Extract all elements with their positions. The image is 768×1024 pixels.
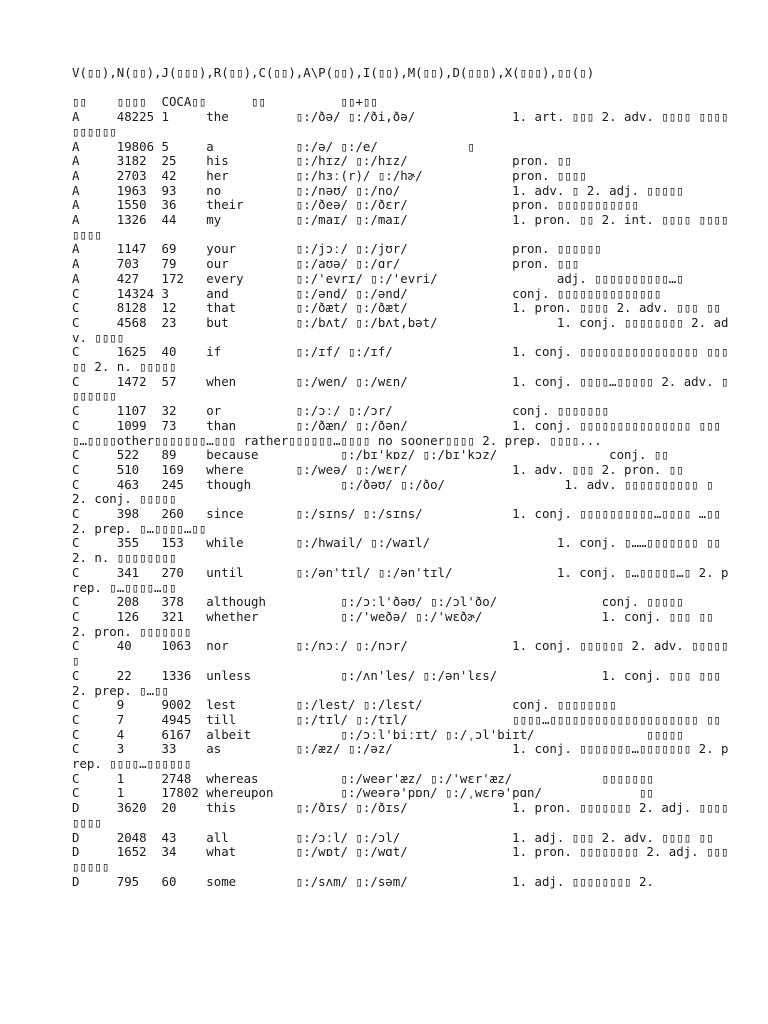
header-row: ▯▯ ▯▯▯▯ COCA▯▯ ▯▯ ▯▯+▯▯ (72, 94, 378, 110)
text-line: C 1107 32 or ▯:/ɔː/ ▯:/ɔr/ conj. ▯▯▯▯▯▯▯ (72, 403, 610, 419)
text-line: C 1 17802 whereupon ▯:/weərə'pɒn/ ▯:/ˌwɛrə'pɑn/ ▯▯ (72, 785, 654, 801)
text-line: C 1472 57 when ▯:/wen/ ▯:/wɛn/ 1. conj. ▯▯▯▯…▯▯▯▯▯ 2. adv. ▯▯▯▯▯▯▯ (72, 373, 729, 404)
text-line: C 1099 73 than ▯:/ðæn/ ▯:/ðən/ 1. conj. ▯▯▯▯▯▯▯▯▯▯▯▯▯▯▯ ▯▯▯▯…▯▯▯▯other▯▯▯▯▯▯▯…▯▯▯ rather▯▯▯▯▯▯…▯▯▯▯ no sooner▯▯▯▯ 2. prep. ▯▯▯▯... (72, 417, 722, 448)
text-line: C 14324 3 and ▯:/ənd/ ▯:/ənd/ conj. ▯▯▯▯▯▯▯▯▯▯▯▯▯▯ (72, 285, 662, 301)
text-line: A 427 172 every ▯:/'evrɪ/ ▯:/'evri/ adj. ▯▯▯▯▯▯▯▯▯▯…▯ (72, 270, 684, 286)
text-line: C 463 245 though ▯:/ðəʊ/ ▯:/ðo/ 1. adv. ▯▯▯▯▯▯▯▯▯▯ ▯ 2. conj. ▯▯▯▯▯ (72, 476, 722, 507)
text-line: A 703 79 our ▯:/aʊə/ ▯:/ɑr/ pron. ▯▯▯ (72, 256, 580, 272)
text-line: C 341 270 until ▯:/ən'tɪl/ ▯:/ən'tɪl/ 1. conj. ▯…▯▯▯▯▯…▯ 2. prep. ▯…▯▯▯▯…▯▯ (72, 564, 729, 595)
text-line: C 3 33 as ▯:/æz/ ▯:/əz/ 1. conj. ▯▯▯▯▯▯▯…▯▯▯▯▯▯▯ 2. prep. ▯▯▯▯…▯▯▯▯▯▯ (72, 741, 729, 772)
text-line (72, 81, 732, 96)
text-line: C 1 2748 whereas ▯:/weər'æz/ ▯:/'wɛr'æz/ ▯▯▯▯▯▯▯ (72, 770, 654, 786)
text-line: A 1963 93 no ▯:/nəʊ/ ▯:/no/ 1. adv. ▯ 2. adj. ▯▯▯▯▯ (72, 182, 684, 198)
text-line: C 522 89 because ▯:/bɪ'kɒz/ ▯:/bɪ'kɔz/ conj. ▯▯ (72, 447, 669, 463)
text-line: C 208 378 although ▯:/ɔːl'ðəʊ/ ▯:/ɔl'ðo/ conj. ▯▯▯▯▯ (72, 594, 684, 610)
text-line: C 40 1063 nor ▯:/nɔː/ ▯:/nɔr/ 1. conj. ▯▯▯▯▯▯ 2. adv. ▯▯▯▯▯▯ (72, 638, 729, 669)
text-line: C 4568 23 but ▯:/bʌt/ ▯:/bʌt,bət/ 1. conj. ▯▯▯▯▯▯▯▯ 2. adv. ▯▯▯▯ (72, 314, 729, 345)
text-line: A 1550 36 their ▯:/ðeə/ ▯:/ðɛr/ pron. ▯▯▯▯▯▯▯▯▯▯▯ (72, 197, 639, 213)
text-line: C 9 9002 lest ▯:/lest/ ▯:/lɛst/ conj. ▯▯▯▯▯▯▯▯ (72, 697, 617, 713)
text-line: C 1625 40 if ▯:/ɪf/ ▯:/ɪf/ 1. conj. ▯▯▯▯▯▯▯▯▯▯▯▯▯▯▯▯ ▯▯▯▯▯ 2. n. ▯▯▯▯▯ (72, 344, 729, 375)
text-line: C 4 6167 albeit ▯:/ɔːl'biːɪt/ ▯:/ˌɔl'biɪt/ ▯▯▯▯▯ (72, 726, 684, 742)
legend-line: V(▯▯),N(▯▯),J(▯▯▯),R(▯▯),C(▯▯),A\P(▯▯),I(▯▯),M(▯▯),D(▯▯▯),X(▯▯▯),▯▯(▯) (72, 65, 595, 80)
text-line: A 3182 25 his ▯:/hɪz/ ▯:/hɪz/ pron. ▯▯ (72, 153, 572, 169)
text-line: C 355 153 while ▯:/hwail/ ▯:/waɪl/ 1. conj. ▯……▯▯▯▯▯▯▯ ▯▯ 2. n. ▯▯▯▯▯▯▯▯ (72, 535, 729, 566)
text-line: A 48225 1 the ▯:/ðə/ ▯:/ði,ðə/ 1. art. ▯▯▯ 2. adv. ▯▯▯▯ ▯▯▯▯▯▯▯▯▯▯ (72, 109, 729, 139)
text-line: D 3620 20 this ▯:/ðɪs/ ▯:/ðɪs/ 1. pron. ▯▯▯▯▯▯▯ 2. adj. ▯▯▯▯▯▯▯▯ (72, 800, 729, 830)
word-frequency-listing (72, 66, 732, 889)
text-line: D 2048 43 all ▯:/ɔːl/ ▯:/ɔl/ 1. adj. ▯▯▯ 2. adv. ▯▯▯▯ ▯▯ (72, 829, 714, 845)
text-line: A 1147 69 your ▯:/jɔː/ ▯:/jʊr/ pron. ▯▯▯▯▯▯ (72, 241, 602, 257)
text-line: C 7 4945 till ▯:/tɪl/ ▯:/tɪl/ ▯▯▯▯…▯▯▯▯▯▯▯▯▯▯▯▯▯▯▯▯▯▯▯▯ ▯▯ (72, 711, 722, 727)
text-line: C 22 1336 unless ▯:/ʌn'les/ ▯:/ən'lɛs/ 1. conj. ▯▯▯ ▯▯▯ 2. prep. ▯…▯▯ (72, 667, 729, 698)
text-line: C 398 260 since ▯:/sɪns/ ▯:/sɪns/ 1. conj. ▯▯▯▯▯▯▯▯▯▯…▯▯▯▯ …▯▯ 2. prep. ▯…▯▯▯▯…▯▯ (72, 506, 729, 536)
text-line: A 19806 5 a ▯:/ə/ ▯:/e/ ▯ (72, 138, 475, 154)
text-line: D 1652 34 what ▯:/wɒt/ ▯:/wɑt/ 1. pron. ▯▯▯▯▯▯▯▯ 2. adj. ▯▯▯▯▯▯▯▯ (72, 844, 729, 874)
text-line: C 510 169 where ▯:/weə/ ▯:/wɛr/ 1. adv. ▯▯▯ 2. pron. ▯▯ (72, 461, 684, 477)
text-line: C 8128 12 that ▯:/ðæt/ ▯:/ðæt/ 1. pron. ▯▯▯▯ 2. adv. ▯▯▯ ▯▯ (72, 300, 722, 316)
text-line: A 1326 44 my ▯:/maɪ/ ▯:/maɪ/ 1. pron. ▯▯ 2. int. ▯▯▯▯ ▯▯▯▯▯▯▯▯ (72, 212, 729, 242)
text-line: A 2703 42 her ▯:/hɜː(r)/ ▯:/hɚ/ pron. ▯▯▯▯ (72, 167, 587, 183)
text-line: C 126 321 whether ▯:/'weðə/ ▯:/'wɛðɚ/ 1. conj. ▯▯▯ ▯▯ 2. pron. ▯▯▯▯▯▯▯ (72, 609, 722, 639)
text-line: D 795 60 some ▯:/sʌm/ ▯:/səm/ 1. adj. ▯▯▯▯▯▯▯▯ 2. (72, 873, 654, 889)
